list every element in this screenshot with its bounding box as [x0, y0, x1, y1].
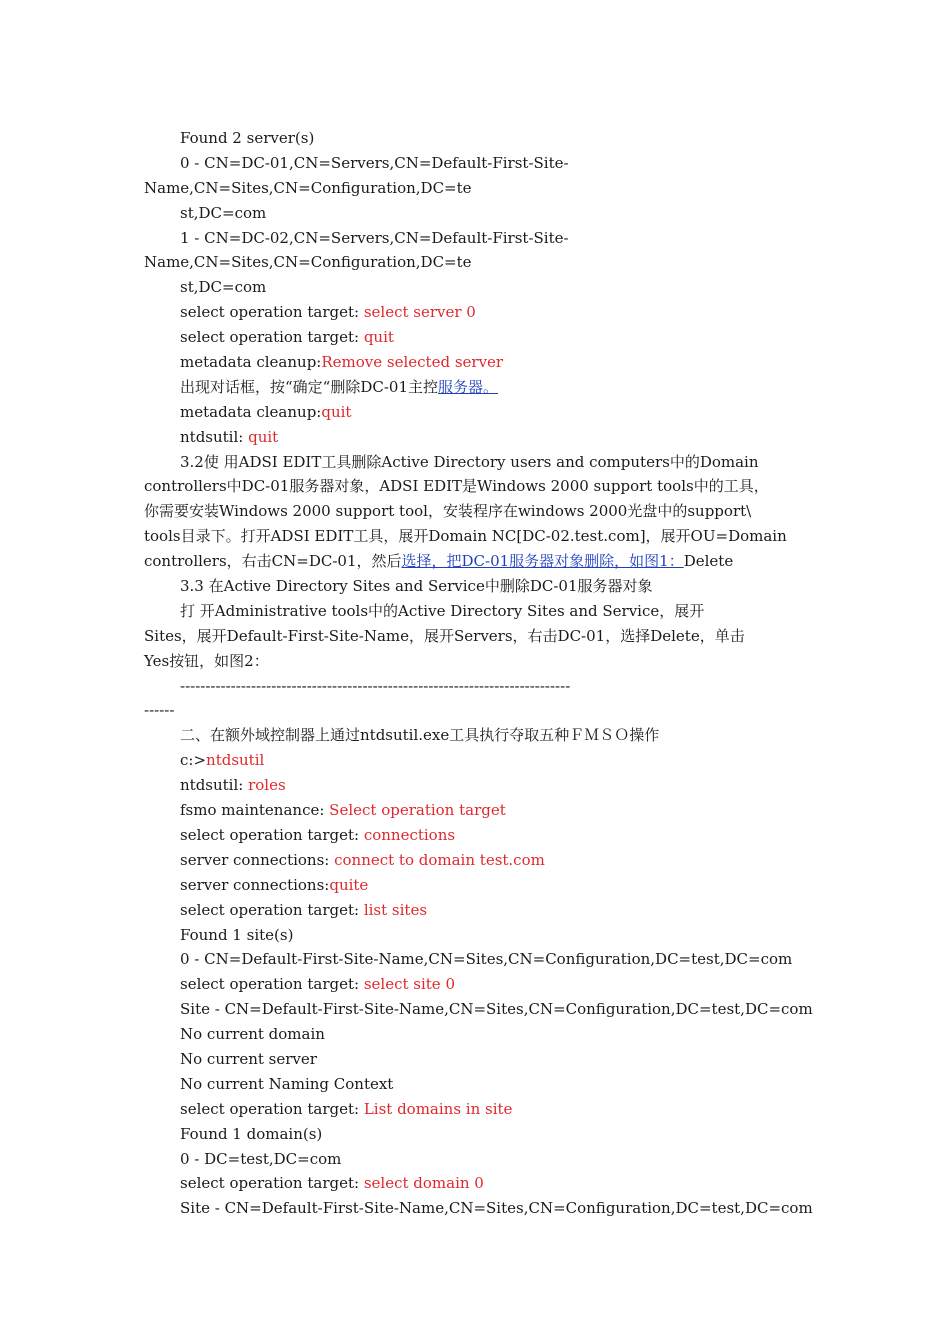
text-line: 你需要安装Windows 2000 support tool，安装程序在windows 2000光盘中的support\ [144, 502, 752, 521]
prompt-text: metadata cleanup: [180, 353, 322, 372]
prompt-text: select operation target: [180, 900, 364, 919]
prompt-text: metadata cleanup: [180, 402, 322, 421]
text-line: 0 - CN=DC-01,CN=Servers,CN=Default-First-Site- [180, 153, 569, 172]
text-line: Site - CN=Default-First-Site-Name,CN=Sites,CN=Configuration,DC=test,DC=com [180, 1000, 813, 1019]
command-text: list sites [363, 900, 428, 919]
text-line: 1 - CN=DC-02,CN=Servers,CN=Default-First-Site- [180, 228, 569, 247]
command-text: quit [321, 402, 352, 421]
command-text: quite [329, 875, 369, 894]
command-text: Remove selected server [321, 353, 504, 372]
command-line [144, 350, 804, 375]
text-line [144, 375, 804, 400]
command-line [144, 798, 804, 823]
hyperlink[interactable]: 选择，把DC-01服务器对象删除，如图1： [401, 552, 684, 571]
text-line: st,DC=com [180, 203, 267, 222]
command-text: select site 0 [363, 975, 455, 994]
prompt-text: ntdsutil: [180, 427, 249, 446]
command-text: List domains in site [363, 1099, 513, 1118]
command-line [144, 898, 804, 923]
command-text: select domain 0 [363, 1174, 484, 1193]
command-line [144, 748, 804, 773]
text-line [144, 549, 804, 574]
document-body [144, 126, 813, 1221]
command-text: Select operation target [329, 801, 506, 820]
command-line [144, 425, 804, 450]
command-text: select server 0 [363, 303, 476, 322]
body-text: 出现对话框，按“确定“删除DC-01主控 [180, 377, 438, 396]
command-text: quit [363, 328, 394, 347]
prompt-text: c:> [180, 751, 207, 770]
command-line [144, 848, 804, 873]
command-line [144, 972, 804, 997]
command-line [144, 400, 804, 425]
text-line: No current domain [180, 1025, 325, 1044]
command-text: roles [248, 776, 286, 795]
body-text: Delete [683, 552, 734, 571]
command-text: ntdsutil [206, 751, 265, 770]
prompt-text: select operation target: [180, 1099, 364, 1118]
command-text: connect to domain test.com [334, 850, 545, 869]
text-line: No current server [180, 1049, 317, 1068]
command-text: quit [248, 427, 279, 446]
command-line [144, 1097, 804, 1122]
prompt-text: select operation target: [180, 328, 364, 347]
separator-line: ----------------------------------------------------------------------------- [180, 676, 571, 695]
prompt-text: select operation target: [180, 303, 364, 322]
text-line: Found 1 site(s) [180, 925, 294, 944]
text-line: Sites，展开Default-First-Site-Name，展开Servers，右击DC-01，选择Delete，单击 [144, 626, 745, 645]
prompt-text: select operation target: [180, 975, 364, 994]
command-line [144, 773, 804, 798]
text-line: Name,CN=Sites,CN=Configuration,DC=te [144, 253, 472, 272]
separator-line: ------ [144, 701, 175, 720]
text-line: tools目录下。打开ADSI EDIT工具，展开Domain NC[DC-02.test.com]，展开OU=Domain [144, 527, 787, 546]
text-line: controllers中DC-01服务器对象，ADSI EDIT是Windows 2000 support tools中的工具， [144, 477, 769, 496]
prompt-text: fsmo maintenance: [180, 801, 330, 820]
command-line [144, 1171, 804, 1196]
text-line: Yes按钮，如图2： [144, 651, 269, 670]
text-line: No current Naming Context [180, 1074, 394, 1093]
prompt-text: ntdsutil: [180, 776, 249, 795]
prompt-text: select operation target: [180, 1174, 364, 1193]
command-line [144, 325, 804, 350]
section-heading-2: 二、在额外域控制器上通过ntdsutil.exe工具执行夺取五种ＦＭＳＯ操作 [180, 726, 660, 745]
prompt-text: server connections: [180, 875, 330, 894]
text-line: 0 - DC=test,DC=com [180, 1149, 342, 1168]
prompt-text: select operation target: [180, 825, 364, 844]
text-line: 0 - CN=Default-First-Site-Name,CN=Sites,CN=Configuration,DC=test,DC=com [180, 950, 793, 969]
body-text: controllers，右击CN=DC-01，然后 [144, 552, 402, 571]
text-line: 打 开Administrative tools中的Active Directory Sites and Service，展开 [180, 601, 705, 620]
text-line: Name,CN=Sites,CN=Configuration,DC=te [144, 178, 472, 197]
command-text: connections [363, 825, 456, 844]
text-line: st,DC=com [180, 278, 267, 297]
prompt-text: server connections: [180, 850, 335, 869]
text-line: Site - CN=Default-First-Site-Name,CN=Sites,CN=Configuration,DC=test,DC=com [180, 1199, 813, 1218]
section-heading-3-3: 3.3 在Active Directory Sites and Service中删除DC-01服务器对象 [180, 577, 653, 596]
text-line: Found 2 server(s) [180, 129, 315, 147]
section-heading-3-2: 3.2使 用ADSI EDIT工具删除Active Directory users and computers中的Domain [180, 452, 759, 471]
text-line: Found 1 domain(s) [180, 1124, 323, 1143]
command-line [144, 823, 804, 848]
command-line [144, 873, 804, 898]
hyperlink[interactable]: 服务器。 [438, 377, 499, 396]
command-line [144, 300, 804, 325]
